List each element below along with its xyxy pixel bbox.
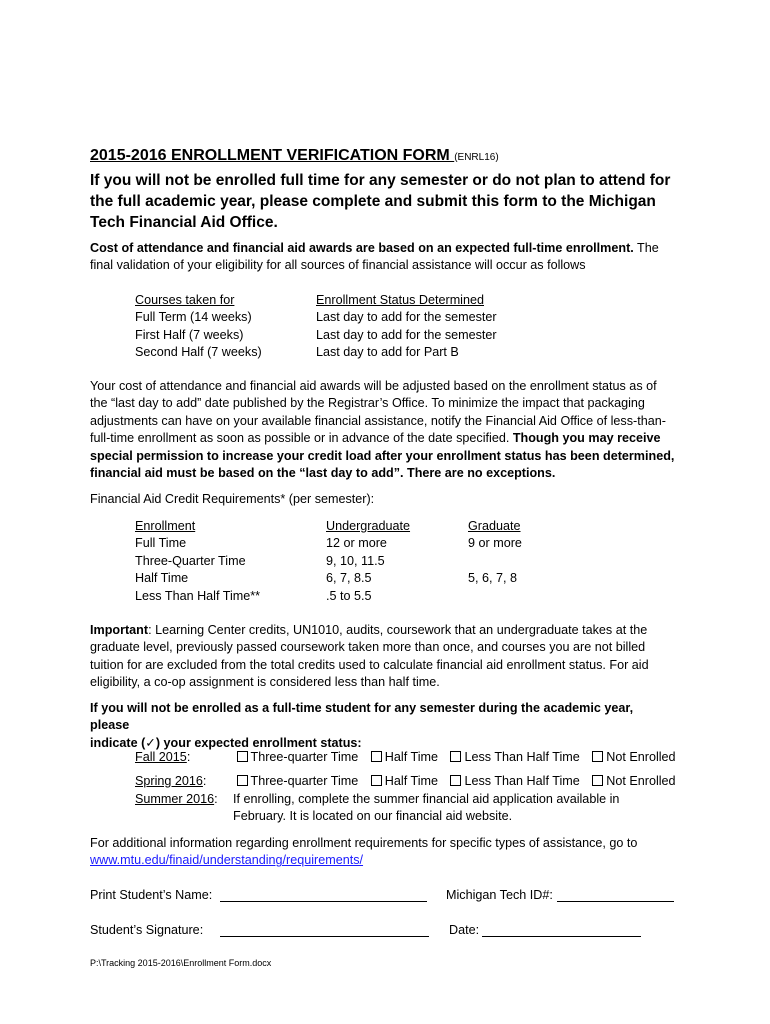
option-label: Half Time — [384, 774, 438, 788]
summer-note-line-1: If enrolling, complete the summer financial aid application available in — [233, 792, 620, 806]
courses-column — [135, 292, 262, 362]
print-name-field[interactable] — [220, 901, 427, 902]
form-heading: If you will not be enrolled full time for any semester or do not plan to attend for the full academic year, please complete and submit this form to the Michigan Tech Financial Aid Office. — [90, 172, 671, 231]
fall-half-time-checkbox[interactable] — [371, 749, 438, 766]
graduate-column — [468, 518, 522, 605]
enrollment-row-2: Three-Quarter Time — [135, 553, 246, 568]
spring-half-time-checkbox[interactable] — [371, 773, 438, 790]
intro-bold: Cost of attendance and financial aid awards are based on an expected full-time enrollment. — [90, 241, 634, 255]
important-label: Important — [90, 623, 149, 637]
fall-less-than-half-checkbox[interactable] — [450, 749, 579, 766]
option-label: Three-quarter Time — [250, 774, 359, 788]
checkmark-icon: ✓ — [145, 735, 156, 750]
form-title-main: 2015-2016 ENROLLMENT VERIFICATION FORM — [90, 147, 455, 164]
date-field[interactable] — [482, 936, 641, 937]
enrollment-row-1: Full Time — [135, 536, 187, 551]
intro-paragraph — [90, 240, 675, 275]
important-paragraph — [90, 622, 675, 692]
enrollment-header: Enrollment — [135, 519, 196, 533]
print-name-label: Print Student’s Name: — [90, 888, 213, 902]
option-label: Not Enrolled — [606, 750, 676, 764]
indicate-post: ) your expected enrollment status: — [155, 735, 362, 750]
fall-2015-label — [135, 749, 233, 766]
indicate-line-1: If you will not be enrolled as a full-time student for any semester during the academic year, please — [90, 701, 634, 733]
undergraduate-header: Undergraduate — [326, 519, 411, 533]
spring-2016-term: Spring 2016 — [135, 774, 203, 788]
spring-three-quarter-checkbox[interactable] — [237, 773, 359, 790]
fall-2015-row — [135, 749, 685, 766]
tech-id-field[interactable] — [557, 901, 674, 902]
checkbox-icon[interactable] — [450, 751, 461, 762]
graduate-row-3: 5, 6, 7, 8 — [468, 571, 518, 586]
enrollment-row-4: Less Than Half Time** — [135, 588, 261, 603]
summer-2016-colon: : — [214, 792, 218, 806]
undergraduate-row-4: .5 to 5.5 — [326, 588, 372, 603]
checkbox-icon[interactable] — [237, 751, 248, 762]
status-header: Enrollment Status Determined — [316, 293, 484, 307]
undergraduate-row-3: 6, 7, 8.5 — [326, 571, 372, 586]
file-path-footer: P:\Tracking 2015-2016\Enrollment Form.docx — [90, 958, 272, 968]
fall-2015-colon: : — [186, 750, 191, 764]
courses-header: Courses taken for — [135, 293, 235, 307]
spring-2016-label — [135, 773, 233, 790]
summer-note-line-2: February. It is located on our financial aid website. — [233, 809, 513, 823]
checkbox-icon[interactable] — [371, 775, 382, 786]
course-row-1: Full Term (14 weeks) — [135, 310, 252, 325]
checkbox-icon[interactable] — [592, 775, 603, 786]
fall-not-enrolled-checkbox[interactable] — [592, 749, 675, 766]
option-label: Less Than Half Time — [464, 750, 580, 764]
status-row-3: Last day to add for Part B — [316, 345, 459, 360]
adjustment-bold: Though you may receive special permission to increase your credit load after your enrollment status has been determined, financial aid must be based on the “last day to add”. There are no exceptions. — [90, 431, 675, 481]
spring-2016-row — [135, 773, 685, 790]
course-row-2: First Half (7 weeks) — [135, 327, 244, 342]
indicate-pre: indicate ( — [90, 735, 146, 750]
signature-label: Student’s Signature: — [90, 923, 204, 937]
spring-less-than-half-checkbox[interactable] — [450, 773, 579, 790]
checkbox-icon[interactable] — [592, 751, 603, 762]
requirements-link[interactable]: www.mtu.edu/finaid/understanding/requirements/ — [90, 853, 364, 868]
additional-info — [90, 835, 675, 870]
additional-info-text: For additional information regarding enrollment requirements for specific types of assistance, go to — [90, 836, 638, 850]
option-label: Three-quarter Time — [250, 750, 359, 764]
status-row-1: Last day to add for the semester — [316, 310, 497, 325]
fall-three-quarter-checkbox[interactable] — [237, 749, 359, 766]
checkbox-icon[interactable] — [450, 775, 461, 786]
summer-2016-label — [135, 791, 233, 808]
spring-2016-colon: : — [202, 774, 207, 788]
credit-requirements-label: Financial Aid Credit Requirements* (per semester): — [90, 492, 375, 506]
summer-2016-row — [135, 791, 619, 808]
adjustment-text: Your cost of attendance and financial aid awards will be adjusted based on the enrollment status as of the “last day to add” date published by the Registrar’s Office. To minimize the impact that packaging adjustments can have on your available financial assistance, notify the Financial Aid Office of less-than-full-time enrollment as soon as possible or in advance of the date specified. — [90, 379, 666, 446]
graduate-header: Graduate — [468, 519, 521, 533]
graduate-row-2 — [468, 553, 522, 570]
undergraduate-row-2: 9, 10, 11.5 — [326, 553, 385, 568]
date-label: Date: — [449, 923, 480, 937]
enrollment-column — [135, 518, 260, 605]
form-title — [90, 147, 499, 165]
adjustment-paragraph — [90, 378, 675, 482]
graduate-row-1: 9 or more — [468, 536, 522, 551]
checkbox-icon[interactable] — [237, 775, 248, 786]
option-label: Less Than Half Time — [464, 774, 580, 788]
undergraduate-column — [326, 518, 410, 605]
course-row-3: Second Half (7 weeks) — [135, 345, 262, 360]
undergraduate-row-1: 12 or more — [326, 536, 387, 551]
tech-id-label: Michigan Tech ID#: — [446, 888, 553, 902]
enrollment-row-3: Half Time — [135, 571, 189, 586]
option-label: Half Time — [384, 750, 438, 764]
indicate-instructions — [90, 700, 675, 752]
form-code: (ENRL16) — [454, 152, 499, 163]
status-row-2: Last day to add for the semester — [316, 327, 497, 342]
checkbox-icon[interactable] — [371, 751, 382, 762]
intro-rest: The final validation of your eligibility for all sources of financial assistance will occur as follows — [90, 241, 659, 273]
status-column — [316, 292, 497, 362]
important-text: : Learning Center credits, UN1010, audits, coursework that an undergraduate takes at the graduate level, previously passed coursework taken more than once, and courses you are not billed tuition for are excluded from the total credits used to calculate financial aid enrollment status. For aid eligibility, a co-op assignment is considered less than half time. — [90, 623, 649, 690]
summer-2016-term: Summer 2016 — [135, 792, 215, 806]
spring-not-enrolled-checkbox[interactable] — [592, 773, 675, 790]
signature-field[interactable] — [220, 936, 429, 937]
option-label: Not Enrolled — [606, 774, 676, 788]
fall-2015-term: Fall 2015 — [135, 750, 187, 764]
graduate-row-4 — [468, 588, 522, 605]
